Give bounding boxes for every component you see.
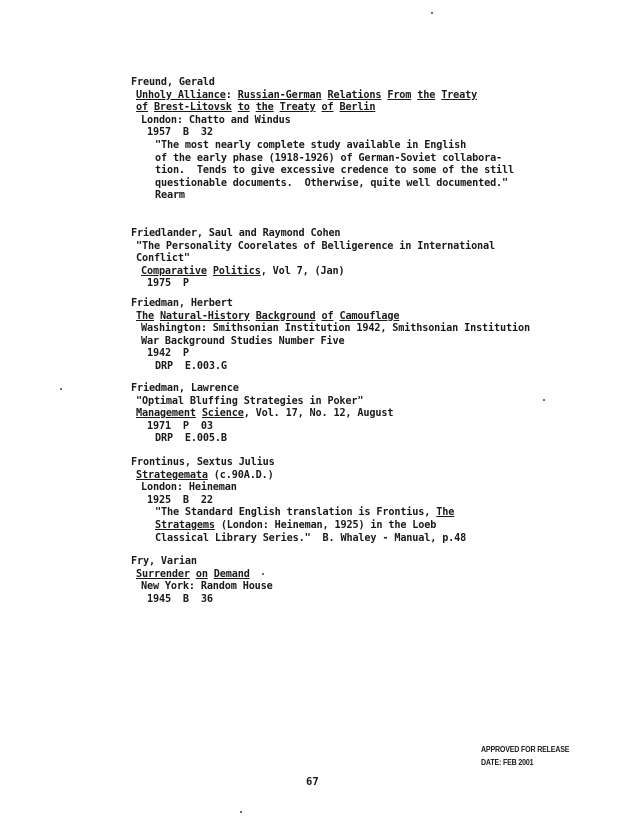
underlined-title-text: Unholy Alliance [136, 89, 226, 101]
underlined-title-text: Demand [213, 568, 250, 580]
entry-text: : [225, 89, 238, 101]
entry-line [131, 190, 611, 203]
scan-speck [431, 12, 433, 14]
underlined-title-text: Stratagems [155, 519, 215, 531]
entry-line [131, 140, 611, 153]
entry-text: "The Standard English translation is Frontius, [155, 507, 437, 519]
underlined-title-text: of [321, 310, 334, 322]
entry-author [131, 228, 611, 241]
entry-text: Freund, Gerald [131, 77, 215, 88]
entry-line [131, 433, 611, 446]
entry-line [131, 253, 611, 266]
entry-text: Friedman, Lawrence [131, 383, 239, 394]
entry-line [131, 153, 611, 166]
entry-text: , Vol. 17, No. 12, August [243, 408, 394, 420]
entry-text: tion. Tends to give excessive credence to some of the still [155, 165, 515, 177]
scan-speck [60, 388, 62, 390]
entry-text: Fry, Varian [131, 556, 197, 567]
entry-text: Friedlander, Saul and Raymond Cohen [131, 228, 341, 239]
entry-line [131, 520, 611, 533]
bibliography-entry [131, 556, 611, 606]
bibliography-entry [131, 77, 611, 203]
stamp-date-line: DATE: FEB 2001 [481, 756, 534, 767]
entry-text: Rearm [155, 190, 185, 202]
entry-text: Classical Library Series." B. Whaley - Manual, p.48 [155, 532, 467, 544]
entry-text: 1971 P 03 [147, 420, 213, 432]
underlined-title-text: Russian-German [237, 89, 322, 101]
underlined-title-text: Comparative [141, 265, 207, 277]
underlined-title-text: Berlin [339, 102, 376, 114]
underlined-title-text: The [136, 310, 154, 322]
underlined-title-text: of [321, 102, 334, 114]
entry-line [131, 90, 611, 103]
entry-line [131, 311, 611, 324]
entry-text: Friedman, Herbert [131, 298, 233, 309]
underlined-title-text: of [136, 102, 148, 114]
underlined-title-text: The [436, 507, 455, 519]
underlined-title-text: Treaty [279, 102, 316, 114]
entry-line [131, 408, 611, 421]
entry-text: "The Personality Coorelates of Belligerence in International [136, 240, 496, 252]
entry-line [131, 581, 611, 594]
stamp-approved-line: APPROVED FOR RELEASE [481, 744, 570, 754]
entry-line [131, 533, 611, 546]
entry-text: 1945 B 36 [147, 593, 213, 605]
bibliography-entry [131, 298, 611, 374]
entry-line [131, 470, 611, 483]
bibliography-entry [131, 383, 611, 446]
entry-text: DRP E.003.G [155, 360, 227, 372]
entry-text: of the early phase (1918-1926) of German-Soviet collabora- [155, 152, 503, 164]
entry-line [131, 127, 611, 140]
entry-text: 1942 P [147, 348, 189, 360]
entry-author [131, 383, 611, 396]
entry-line [131, 178, 611, 191]
entry-author [131, 556, 611, 569]
entry-text: DRP E.005.B [155, 433, 227, 445]
entry-line [131, 396, 611, 409]
entry-text: (London: Heineman, 1925) in the Loeb [214, 519, 437, 531]
underlined-title-text: Surrender [136, 568, 190, 580]
underlined-title-text: Management [136, 408, 196, 420]
underlined-title-text: Politics [212, 265, 261, 277]
scan-speck [262, 573, 264, 575]
entry-line [131, 241, 611, 254]
entry-line [131, 323, 611, 336]
entry-text: Frontinus, Sextus Julius [131, 457, 275, 468]
entry-text: 1957 B 32 [147, 127, 213, 139]
underlined-title-text: the [417, 89, 436, 101]
entry-line [131, 278, 611, 291]
entry-line [131, 348, 611, 361]
underlined-title-text: Camouflage [339, 310, 400, 322]
entry-text: London: Heineman [141, 482, 237, 494]
entry-text: 1975 P [147, 278, 189, 290]
underlined-title-text: the [255, 102, 274, 114]
underlined-title-text: Brest-Litovsk [153, 102, 232, 114]
underlined-title-text: From [387, 89, 412, 101]
entry-text: War Background Studies Number Five [141, 335, 345, 347]
entry-line [131, 266, 611, 279]
entry-text: "The most nearly complete study available in English [155, 139, 467, 151]
underlined-title-text: Science [201, 408, 244, 420]
entry-line [131, 482, 611, 495]
entry-line [131, 361, 611, 374]
entry-line [131, 507, 611, 520]
entry-line [131, 495, 611, 508]
page-number: 67 [306, 776, 319, 788]
entry-text: 1925 B 22 [147, 494, 213, 506]
entry-line [131, 421, 611, 434]
underlined-title-text: Treaty [441, 89, 478, 101]
entry-author [131, 77, 611, 90]
entry-text: London: Chatto and Windus [141, 114, 291, 126]
underlined-title-text: on [195, 568, 208, 580]
entry-text: , Vol 7, (Jan) [260, 265, 345, 277]
entry-text: Washington: Smithsonian Institution 1942, Smithsonian Institution [141, 323, 530, 335]
entry-line [131, 336, 611, 349]
entry-text: questionable documents. Otherwise, quite well documented." [155, 177, 509, 189]
bibliography-entry [131, 457, 611, 545]
entry-text: "Optimal Bluffing Strategies in Poker" [136, 395, 364, 407]
entry-line [131, 115, 611, 128]
entry-line [131, 594, 611, 607]
underlined-title-text: Relations [327, 89, 382, 101]
entry-text: (c.90A.D.) [207, 469, 274, 481]
entry-author [131, 298, 611, 311]
scan-speck [240, 811, 242, 813]
entry-line [131, 569, 611, 582]
scan-speck [543, 399, 545, 401]
entry-text: New York: Random House [141, 581, 273, 593]
entry-line [131, 165, 611, 178]
underlined-title-text: to [237, 102, 250, 114]
underlined-title-text: Strategemata [136, 469, 208, 481]
underlined-title-text: Natural-History [159, 310, 250, 322]
entry-text: Conflict" [136, 253, 190, 265]
bibliography-entry [131, 228, 611, 291]
release-stamp [481, 743, 569, 768]
underlined-title-text: Background [255, 310, 316, 322]
entry-author [131, 457, 611, 470]
entry-line [131, 102, 611, 115]
